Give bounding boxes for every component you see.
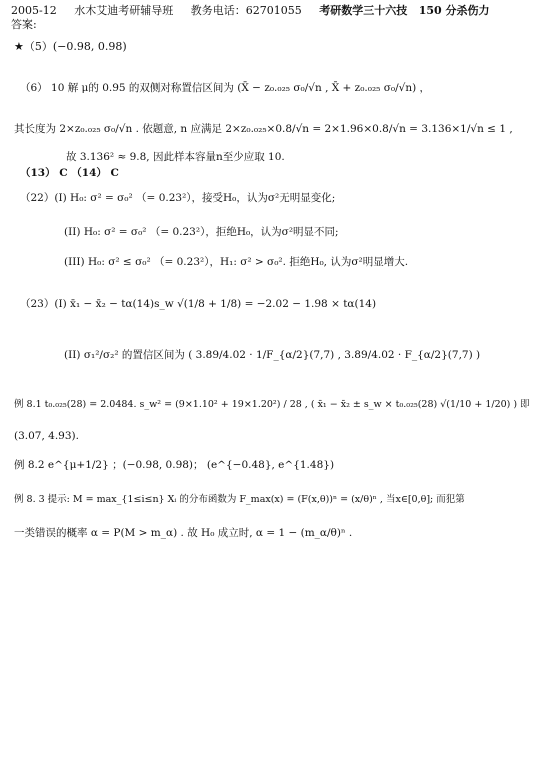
answer-22-iii: (III) H₀: σ² ≤ σ₀² （= 0.23²），H₁: σ² > σ₀². 拒绝H₀, 认为σ²明显增大. (64, 256, 409, 268)
header-phone: 教务电话：62701055 (190, 4, 302, 17)
answer-6-length: 其长度为 2×z₀.₀₂₅ σ₀/√n . 依题意, n 应满足 2×z₀.₀₂₅×0.8/√n = 2×1.96×0.8/√n = 3.136×1/√n ≤ 1 , (14, 123, 513, 135)
answer-23-ii: (II) σ₁²/σ₂² 的置信区间为 ( 3.89/4.02 · 1/F_{α/2}(7,7) , 3.89/4.02 · F_{α/2}(7,7) ) (64, 349, 481, 361)
answer-6-conclusion: 故 3.136² ≈ 9.8, 因此样本容量n至少应取 10. (66, 151, 285, 163)
answer-6: （6） 10 解 μ的 0.95 的双侧对称置信区间为 (X̄ − z₀.₀₂₅ σ₀/√n , X̄ + z₀.₀₂₅ σ₀/√n) ， (20, 82, 431, 94)
header-title: 考研数学三十六技 (319, 4, 408, 17)
answer-23-i: （23）(I) x̄₁ − x̄₂ − tα(14)s_w √(1/8 + 1/8) = −2.02 − 1.98 × tα(14) (20, 298, 377, 310)
header-subtitle: 150 分杀伤力 (418, 4, 490, 17)
example-8-3: 例 8. 3 提示: M = max_{1≤i≤n} Xᵢ 的分布函数为 F_max(x) = (F(x,θ))ⁿ = (x/θ)ⁿ , 当x∈[0,θ]; 而犯第 (14, 494, 465, 505)
example-8-1-result: (3.07, 4.93). (14, 430, 79, 442)
page-header (11, 2, 498, 18)
header-org: 水木艾迪考研辅导班 (74, 4, 174, 17)
example-8-1: 例 8.1 t₀.₀₂₅(28) = 2.0484. s_w² = (9×1.10² + 19×1.20²) / 28 , ( x̄₁ − x̄₂ ± s_w × t₀.₀₂₅(28) √(1/10 + 1/20) ) 即 (14, 399, 530, 410)
answer-5: ★（5）(−0.98, 0.98) (14, 40, 127, 53)
header-date: 2005-12 (11, 4, 57, 17)
answer-22-i: （22）(I) H₀: σ² = σ₀² （= 0.23²），接受H₀，认为σ²无明显变化; (20, 192, 336, 204)
answer-13-14: （13） C （14） C (20, 167, 119, 179)
example-8-3-cont: 一类错误的概率 α = P(M > m_α) . 故 H₀ 成立时, α = 1 − (m_α/θ)ⁿ . (14, 527, 353, 539)
example-8-2: 例 8.2 e^{μ+1/2} ；(−0.98, 0.98)； (e^{−0.48}, e^{1.48}) (14, 459, 335, 471)
answer-label: 答案: (11, 18, 37, 31)
answer-22-ii: (II) H₀: σ² = σ₀² （= 0.23²），拒绝H₀，认为σ²明显不同; (64, 226, 339, 238)
